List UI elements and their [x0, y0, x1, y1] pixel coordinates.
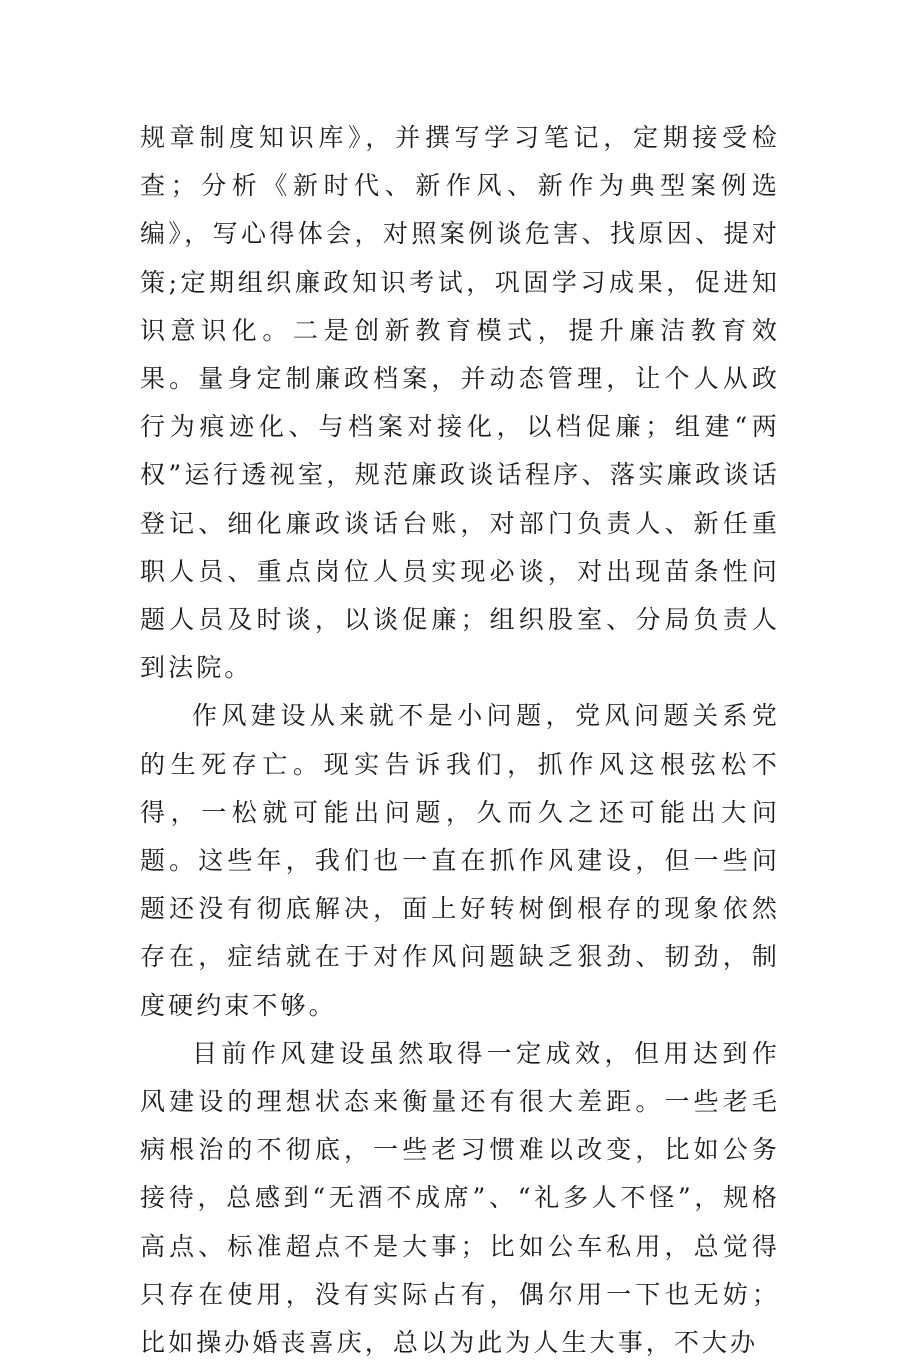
paragraph-2: 作风建设从来就不是小问题，党风问题关系党的生死存亡。现实告诉我们，抓作风这根弦松不得，一松就可能出问题，久而久之还可能出大问题。这些年，我们也一直在抓作风建设，但一些问题还没有彻底解决，面上好转树倒根存的现象依然存在，症结就在于对作风问题缺乏狠劲、韧劲，制度硬约束不够。 [140, 701, 780, 1020]
paragraph-1: 规章制度知识库》，并撰写学习笔记，定期接受检查；分析《新时代、新作风、新作为典型案例选编》，写心得体会，对照案例谈危害、找原因、提对策;定期组织廉政知识考试，巩固学习成果，促进知识意识化。二是创新教育模式，提升廉洁教育效果。量身定制廉政档案，并动态管理，让个人从政行为痕迹化、与档案对接化，以档促廉；组建“两权”运行透视室，规范廉政谈话程序、落实廉政谈话登记、细化廉政谈话台账，对部门负责人、新任重职人员、重点岗位人员实现必谈，对出现苗条性问题人员及时谈，以谈促廉；组织股室、分局负责人到法院。 [140, 123, 780, 683]
paragraph-3: 目前作风建设虽然取得一定成效，但用达到作风建设的理想状态来衡量还有很大差距。一些老毛病根治的不彻底，一些老习惯难以改变，比如公务接待，总感到“无酒不成席”、“礼多人不怪”，规格高点、标准超点不是大事；比如公车私用，总觉得只存在使用，没有实际占有，偶尔用一下也无妨；比如操办婚丧喜庆，总以为此为人生大事，不大办 [140, 1038, 780, 1358]
document-body [140, 114, 780, 1367]
